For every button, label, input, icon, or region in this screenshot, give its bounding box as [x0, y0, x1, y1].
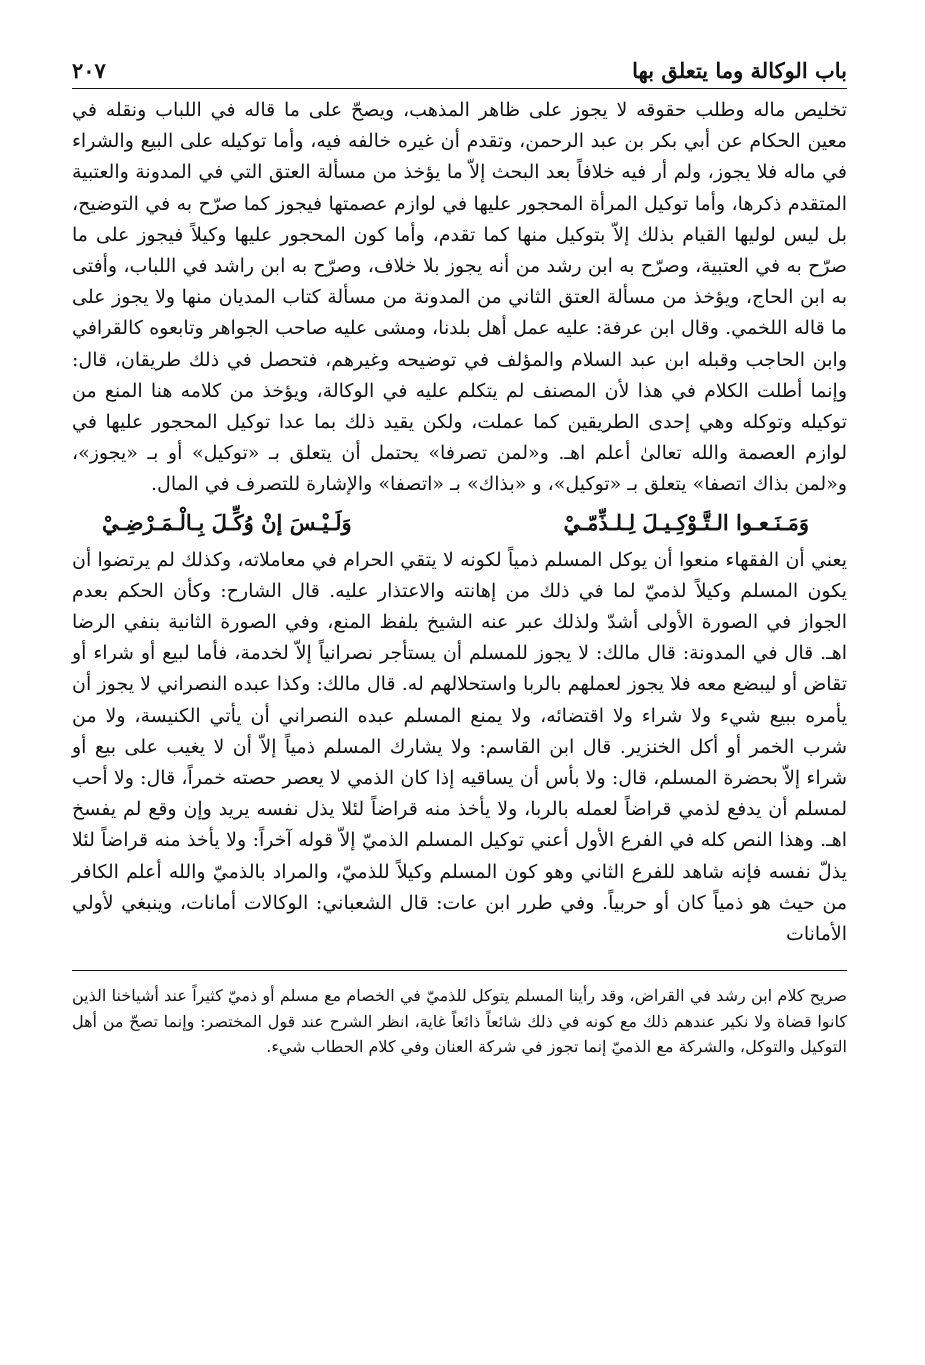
- document-page: [72, 52, 847, 1060]
- poem-verse: [102, 505, 809, 543]
- running-header: [72, 52, 847, 86]
- chapter-title: باب الوكالة وما يتعلق بها: [632, 58, 847, 83]
- footnote-text: صريح كلام ابن رشد في القراض، وقد رأينا المسلم يتوكل للذميّ في الخصام مع مسلم أو ذميّ كثيراً عند أشياخنا الذين كانوا قضاة ولا نكير عندهم ذلك مع كونه في ذلك شائعاً ذائعاً غاية، انظر الشرح عند قول المختصر: وإنما تصحّ من أهل التوكيل والتوكل، والشركة مع الذميّ إنما تجوز في شركة العنان وفي كلام الحطاب شيء.: [72, 986, 848, 1057]
- page-number: ٢٠٧: [72, 58, 106, 83]
- verse-second-hemistich: وَلَـيْـسَ إنْ وُكِّـلَ بِـالْـمَـرْضِـيْ: [102, 509, 352, 535]
- commentary-paragraph-1: تخليص ماله وطلب حقوقه لا يجوز على ظاهر المذهب، ويصحّ على ما قاله في اللباب ونقله في معين الحكام عن أبي بكر بن عبد الرحمن، وتقدم أن غيره خالفه فيه، وأما توكيله على البيع والشراء في ماله فلا يجوز، ولم أر فيه خلافاً بعد البحث إلاّ ما يؤخذ من مسألة العتق التي في المدونة والعتبية المتقدم ذكرها، وأما توكيل المرأة المحجور عليها في لوازم عصمتها فيجوز كما صرّح به في التوضيح، بل ليس لوليها القيام بذلك إلاّ بتوكيل منها كما تقدم، وأما كون المحجور عليها وكيلاً فيجوز على ما صرّح به في العتبية، وصرّح به ابن رشد من أنه يجوز بلا خلاف، وصرّح به ابن راشد في اللباب، وأفتى به ابن الحاج، ويؤخذ من مسألة العتق الثاني من المدونة من مسألة كتاب المديان منها ولا يجوز على ما قاله اللخمي. وقال ابن عرفة: عليه عمل أهل بلدنا، ومشى عليه صاحب الجواهر وتابعوه كالقرافي وابن الحاجب وقبله ابن عبد السلام والمؤلف في توضيحه وغيرهم، فتحصل في ذلك طريقان، قال: وإنما أطلت الكلام في هذا لأن المصنف لم يتكلم عليه في الوكالة، ويؤخذ من كلامه هنا المنع من توكيله وتوكله وهي إحدى الطريقين كما عملت، ولكن يقيد ذلك بما عدا توكيل المحجور عليها في لوازم العصمة والله تعالىٰ أعلم اهـ. و«لمن تصرفا» يحتمل أن يتعلق بـ «توكيل» أو بـ «يجوز»، و«لمن بذاك اتصفا» يتعلق بـ «توكيل»، و «بذاك» بـ «اتصفا» والإشارة للتصرف في المال.: [72, 99, 847, 496]
- footnote-divider: [72, 970, 847, 971]
- header-divider: [72, 88, 847, 89]
- commentary-paragraph-2: يعني أن الفقهاء منعوا أن يوكل المسلم ذمياً لكونه لا يتقي الحرام في معاملاته، وكذلك لم يرتضوا أن يكون المسلم وكيلاً لذميّ لما في ذلك من إهانته والاعتذار عليه. قال الشارح: وكأن الحكم بعدم الجواز في الصورة الأولى أشدّ ولذلك عبر عنه الشيخ بلفظ المنع، وفي الصورة الثانية بنفي الرضا اهـ. قال في المدونة: قال مالك: لا يجوز للمسلم أن يستأجر نصرانياً إلاّ لخدمة، فأما لبيع أو شراء أو تقاض أو ليبضع معه فلا يجوز لعملهم بالربا واستحلالهم له. قال مالك: وكذا عبده النصراني لا يجوز أن يأمره ببيع شيء ولا شراء ولا اقتضائه، ولا يمنع المسلم عبده النصراني أن يأتي الكنيسة، ولا من شرب الخمر أو أكل الخنزير. قال ابن القاسم: ولا يشارك المسلم ذمياً إلاّ أن لا يغيب على بيع أو شراء إلاّ بحضرة المسلم، قال: ولا بأس أن يساقيه إذا كان الذمي لا يعصر حصته خمراً، قال: ولا أحب لمسلم أن يدفع لذمي قراضاً لعمله بالربا، ولا يأخذ منه قراضاً لئلا يذل نفسه يريد وإن وقع لم يفسخ اهـ. وهذا النص كله في الفرع الأول أعني توكيل المسلم الذميّ إلاّ قوله آخراً: ولا يأخذ منه قراضاً لئلا يذلّ نفسه فإنه شاهد للفرع الثاني وهو كون المسلم وكيلاً للذميّ، والمراد بالذميّ والله أعلم الكافر من حيث هو ذمياً كان أو حربياً. وفي طرر ابن عات: قال الشعباني: الوكالات أمانات، وينبغي لأولي الأمانات: [72, 548, 847, 946]
- verse-first-hemistich: وَمَـنَـعـوا الـتَّـوْكِـيـلَ لِـلـذِّمّـيْ: [563, 509, 809, 535]
